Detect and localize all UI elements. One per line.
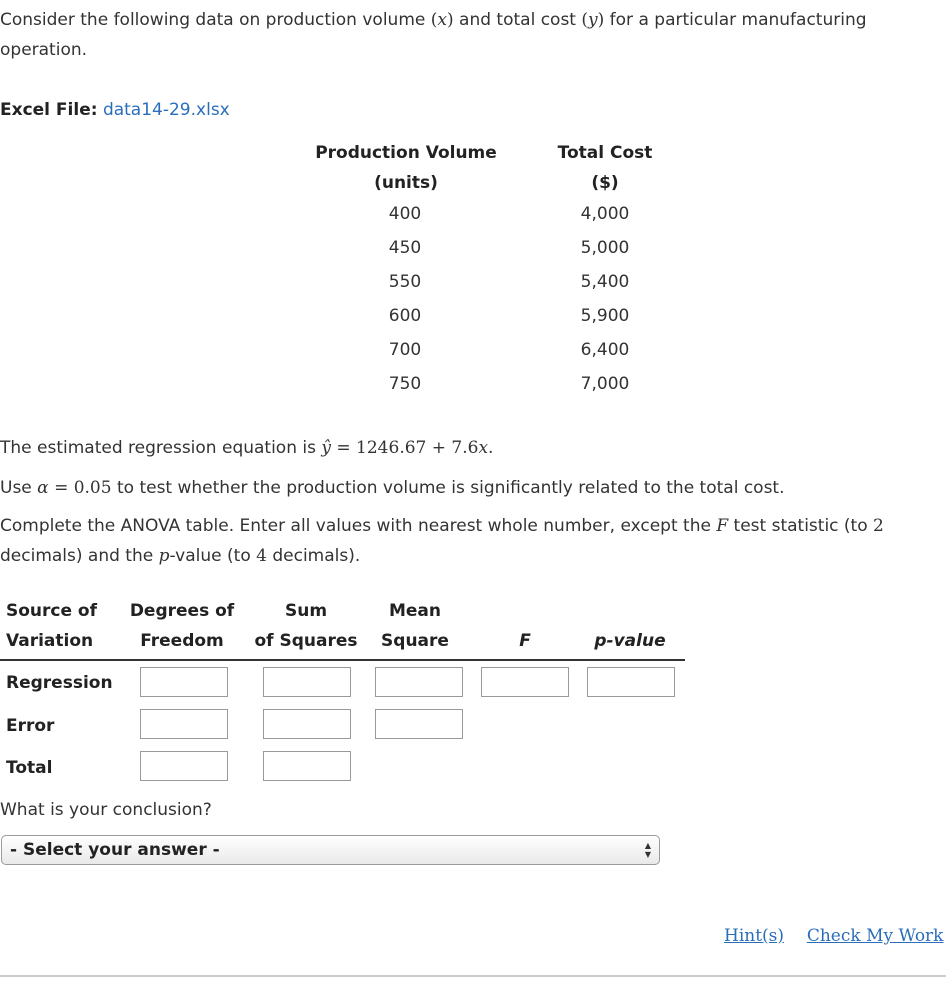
excel-file-line	[0, 95, 230, 125]
instructions-text-5: decimals).	[272, 546, 361, 566]
instructions-p: p	[158, 546, 170, 566]
cost-cell: 5,000	[580, 238, 630, 258]
check-my-work-link[interactable]: Check My Work	[806, 926, 944, 946]
bottom-divider	[0, 975, 946, 977]
intro-paragraph: Consider the following data on production volume (x) and total cost (y) for a particular manufacturing operation.	[0, 10, 867, 60]
alpha-rest: to test whether the production volume is significantly related to the total cost.	[116, 478, 785, 498]
conclusion-question: What is your conclusion?	[0, 800, 212, 820]
conclusion-select-value: - Select your answer -	[10, 840, 220, 860]
regression-p-value-input[interactable]	[587, 667, 675, 697]
cost-cell: 5,900	[580, 306, 630, 326]
alpha-symbol: α	[37, 478, 49, 498]
total-cost-header-line2: ($)	[591, 173, 619, 193]
cost-cell: 4,000	[580, 204, 630, 224]
total-cost-header-line1: Total Cost	[557, 143, 653, 163]
anova-header-rule	[0, 659, 685, 661]
error-ms-input[interactable]	[375, 709, 463, 739]
instructions-text-1: Complete the ANOVA table. Enter all values with nearest whole number, except the	[0, 516, 711, 536]
footer-links	[724, 926, 943, 946]
volume-cell: 550	[388, 272, 422, 292]
excel-file-link[interactable]: data14-29.xlsx	[102, 100, 230, 120]
regression-df-input[interactable]	[140, 667, 228, 697]
source-header-line1: Source of	[6, 601, 98, 621]
source-header	[6, 596, 97, 656]
ms-header-line2: Square	[381, 631, 449, 651]
regression-f-input[interactable]	[481, 667, 569, 697]
alpha-use: Use	[0, 478, 32, 498]
intro-text-3: for a particular manufacturing operation.	[0, 10, 867, 60]
volume-cell: 750	[388, 374, 422, 394]
instructions-text-2: test statistic (to	[733, 516, 868, 536]
intro-text-1: Consider the following data on production volume	[0, 10, 426, 30]
instructions-F: F	[716, 516, 729, 536]
total-ss-input[interactable]	[263, 751, 351, 781]
ss-header	[248, 596, 364, 656]
production-volume-header-line2: (units)	[374, 173, 438, 193]
volume-cell: 400	[388, 204, 422, 224]
conclusion-select[interactable]	[1, 835, 660, 865]
instructions-paragraph	[0, 511, 946, 571]
p-value-header: p-value	[594, 631, 666, 651]
cost-cell: 6,400	[580, 340, 630, 360]
updown-arrows-icon: ▲ ▼	[644, 841, 651, 859]
equation-body: = 1246.67 + 7.6	[336, 438, 479, 458]
excel-label: Excel File:	[0, 100, 98, 120]
source-header-line2: Variation	[6, 631, 94, 651]
instructions-num-4: 4	[256, 546, 267, 566]
regression-ms-input[interactable]	[375, 667, 463, 697]
var-x: x	[437, 10, 447, 30]
y-hat: ŷ	[321, 438, 331, 458]
cost-cell: 7,000	[580, 374, 630, 394]
alpha-value: = 0.05	[54, 478, 112, 498]
ss-header-line1: Sum	[284, 601, 328, 621]
df-header	[122, 596, 242, 656]
volume-cell: 450	[388, 238, 422, 258]
row-label-total: Total	[6, 758, 53, 778]
intro-text-2: and total cost	[459, 10, 576, 30]
ms-header-line1: Mean	[388, 601, 442, 621]
equation-x: x	[478, 438, 489, 458]
f-header: F	[519, 631, 531, 651]
row-label-error: Error	[6, 716, 55, 736]
var-y: y	[588, 10, 598, 30]
production-volume-header	[300, 138, 512, 198]
regression-equation-line	[0, 433, 946, 463]
volume-cell: 700	[388, 340, 422, 360]
instructions-text-3: decimals) and the	[0, 546, 154, 566]
df-header-line1: Degrees of	[129, 601, 235, 621]
ms-header	[370, 596, 460, 656]
error-df-input[interactable]	[140, 709, 228, 739]
instructions-text-4: -value (to	[169, 546, 251, 566]
row-label-regression: Regression	[6, 673, 113, 693]
alpha-line	[0, 473, 946, 503]
ss-header-line2: of Squares	[254, 631, 358, 651]
hints-link[interactable]: Hint(s)	[724, 926, 785, 946]
cost-cell: 5,400	[580, 272, 630, 292]
instructions-num-2: 2	[873, 516, 884, 536]
volume-cell: 600	[388, 306, 422, 326]
total-df-input[interactable]	[140, 751, 228, 781]
production-volume-header-line1: Production Volume	[315, 143, 497, 163]
equation-prefix: The estimated regression equation is	[0, 438, 316, 458]
error-ss-input[interactable]	[263, 709, 351, 739]
regression-ss-input[interactable]	[263, 667, 351, 697]
df-header-line2: Freedom	[140, 631, 224, 651]
equation-suffix: .	[488, 438, 494, 458]
total-cost-header	[540, 138, 670, 198]
